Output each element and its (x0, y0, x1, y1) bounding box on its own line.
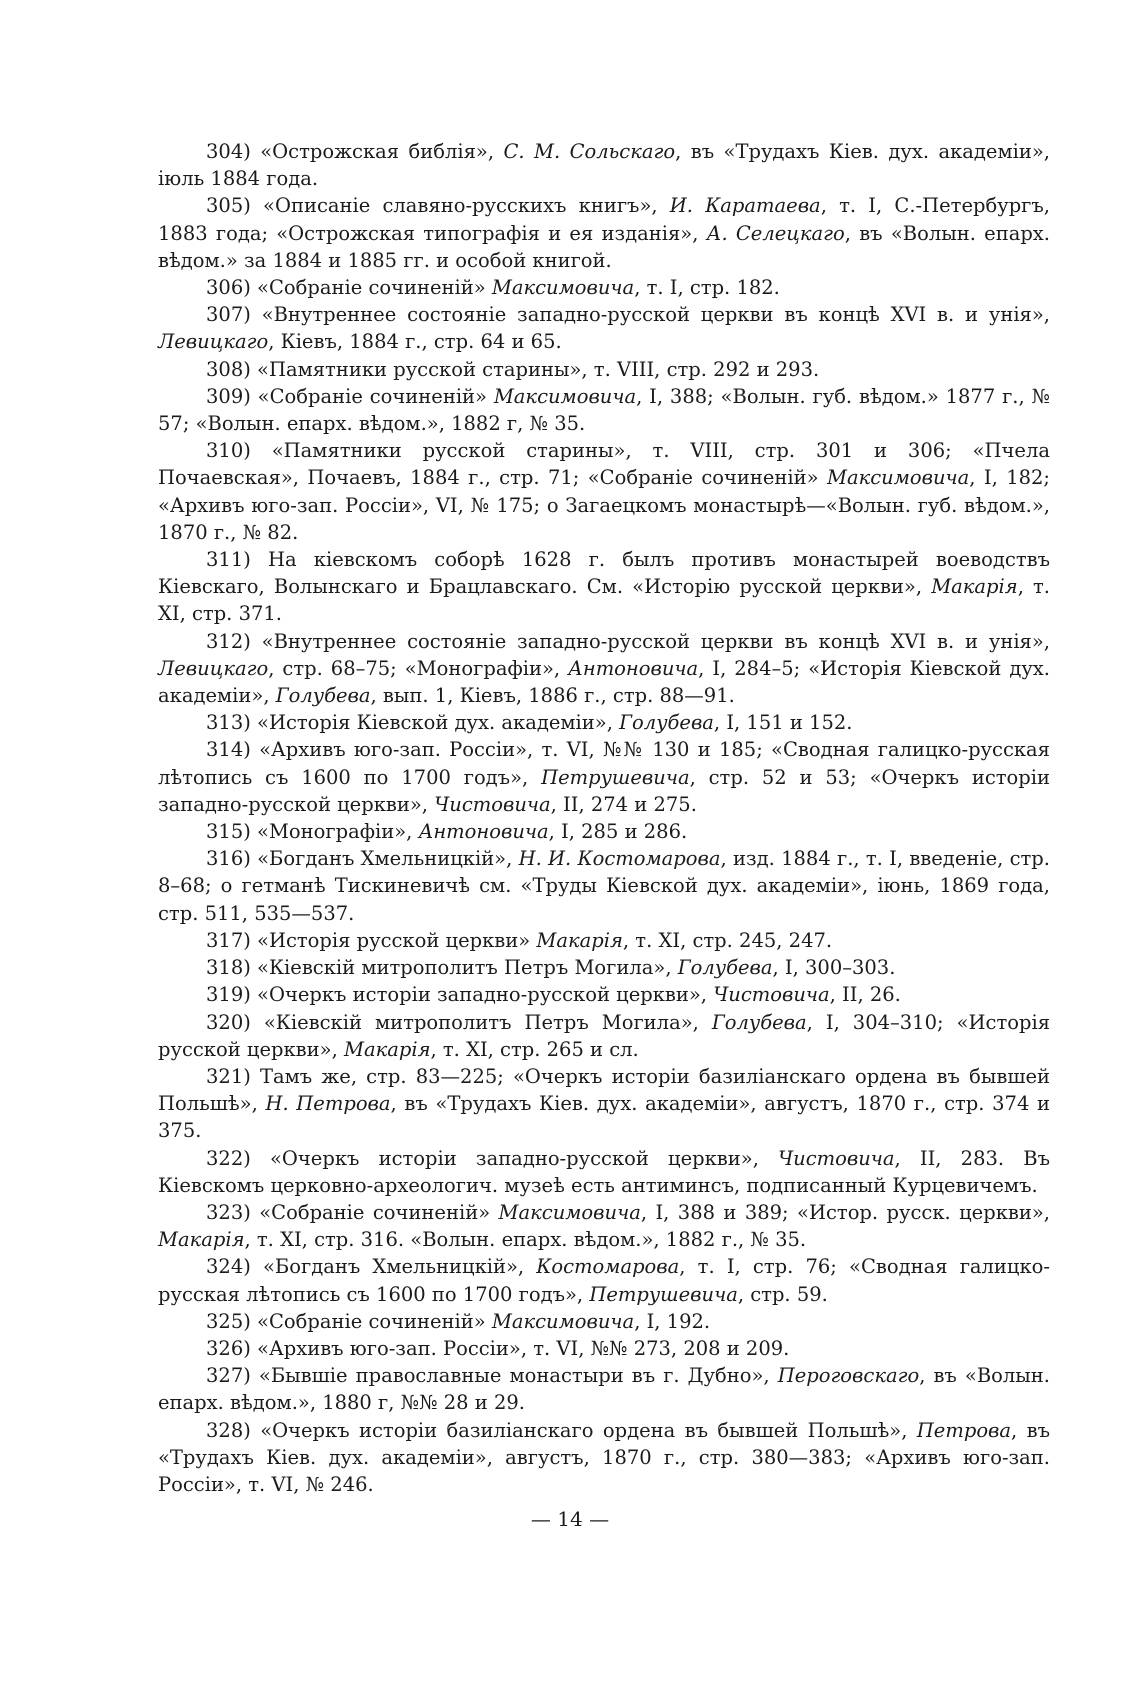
footnote-number: 315) (206, 820, 251, 844)
footnote (158, 818, 1050, 845)
footnote (158, 954, 1050, 981)
footnote-number: 326) (206, 1336, 251, 1360)
footnote-number: 307) (206, 303, 251, 327)
footnote-text: «Памятники русской старины», т. VIII, стр. 292 и 293. (250, 357, 820, 381)
footnote-text: , I, 182; «Архивъ юго-зап. Россіи», VI, № 175; о Загаецкомъ монастырѣ—«Волын. губ. вѣдом.», 1870 г., № 82. (158, 466, 1050, 544)
footnote-text: Тамъ же, стр. 83—225; «Очеркъ исторіи базиліанскаго ордена въ бывшей Польшѣ», (158, 1064, 1050, 1116)
footnote-text: , II, 283. Въ Кіевскомъ церковно-археологич. музеѣ есть антиминсъ, подписанный Курцевичемъ. (158, 1146, 1051, 1197)
author-name: Макарія (931, 575, 1018, 599)
footnote-number: 321) (206, 1064, 251, 1088)
author-name: Н. И. Костомарова (518, 847, 721, 871)
footnote (158, 1253, 1050, 1307)
page-number: — 14 — (530, 1507, 610, 1531)
footnote-text: «Внутреннее состояніе западно-русской церкви въ концѣ XVI в. и унія», (250, 629, 1050, 653)
footnote-number: 319) (206, 983, 251, 1007)
footnote-text: «Кіевскій митрополитъ Петръ Могила», (250, 956, 678, 980)
footnote-text: «Архивъ юго-зап. Россіи», т. VI, №№ 130 и 185; «Сводная галицко-русская лѣтопись съ 1600 по 1700 годъ», (158, 738, 1050, 789)
footnote-text: «Бывшіе православные монастыри въ г. Дубно», (250, 1364, 778, 1388)
footnote-text: «Собраніе сочиненій» (250, 384, 494, 408)
footnote-text: , вып. 1, Кіевъ, 1886 г., стр. 88—91. (370, 684, 735, 708)
footnote (158, 1417, 1050, 1499)
footnote-number: 318) (206, 956, 251, 980)
footnote-text: «Исторія Кіевской дух. академіи», (250, 711, 620, 735)
author-name: Левицкаго (158, 656, 269, 680)
footnote-text: , I, 304–310; «Исторія русской церкви», (158, 1010, 1050, 1061)
footnote-text: «Очеркъ исторіи западно-русской церкви», (250, 983, 714, 1007)
author-name: Петрушевича (541, 765, 690, 789)
footnote (158, 301, 1050, 355)
author-name: Петрова (916, 1418, 1012, 1442)
footnote-text: , стр. 59. (737, 1282, 828, 1306)
author-name: Чистовича (713, 983, 830, 1007)
footnote-number: 314) (206, 738, 251, 762)
footnote-text: , I, 388 и 389; «Истор. русск. церкви», (640, 1200, 1050, 1224)
author-name: Н. Петрова (265, 1092, 391, 1116)
author-name: Костомарова (536, 1255, 680, 1279)
footnote-number: 308) (206, 357, 251, 381)
footnote (158, 437, 1050, 546)
footnote (158, 845, 1050, 927)
footnote-number: 324) (206, 1255, 251, 1279)
footnote (158, 736, 1050, 818)
footnote-number: 323) (206, 1200, 251, 1224)
footnote-number: 313) (206, 711, 251, 735)
footnote-text: «Богданъ Хмельницкій», (250, 847, 519, 871)
footnote-number: 305) (206, 194, 251, 218)
footnote-text: , т. XI, стр. 316. «Волын. епарх. вѣдом.», 1882 г., № 35. (244, 1228, 807, 1252)
footnote-number: 325) (206, 1309, 251, 1333)
footnote-text: , т. I, стр. 76; «Сводная галицко-русская лѣтопись съ 1600 по 1700 годъ», (158, 1255, 1050, 1306)
footnote (158, 274, 1050, 301)
footnotes-list (158, 138, 1050, 1498)
footnote-number: 316) (206, 847, 251, 871)
footnote (158, 981, 1050, 1008)
author-name: Петрушевича (589, 1282, 738, 1306)
author-name: Чистовича (778, 1146, 895, 1170)
footnote (158, 1009, 1050, 1063)
footnote-number: 320) (206, 1010, 251, 1034)
author-name: Максимовича (491, 276, 635, 300)
footnote-number: 304) (206, 140, 251, 163)
footnote-text: «Описаніе славяно-русскихъ книгъ», (250, 194, 670, 218)
footnote (158, 1362, 1050, 1416)
footnote-text: , т. I, стр. 182. (634, 276, 780, 300)
footnote-text: , т. I, С.-Петербургъ, 1883 года; «Острожская типографія и ея изданія», (158, 194, 1051, 245)
author-name: А. Селецкаго (706, 221, 845, 245)
footnote-text: «Архивъ юго-зап. Россіи», т. VI, №№ 273, 208 и 209. (250, 1336, 790, 1360)
footnote (158, 628, 1050, 710)
footnote (158, 383, 1050, 437)
author-name: С. М. Сольскаго (503, 140, 676, 163)
footnote-text: , т. XI, стр. 245, 247. (622, 928, 833, 952)
footnote-text: , Кіевъ, 1884 г., стр. 64 и 65. (268, 330, 562, 354)
footnote-text: «Монографіи», (250, 820, 419, 844)
footnote-text: , I, 285 и 286. (548, 820, 688, 844)
footnote-text: , II, 26. (829, 983, 901, 1007)
author-name: Голубева (275, 684, 371, 708)
footnote-text: , II, 274 и 275. (550, 792, 697, 816)
footnote-text: , изд. 1884 г., т. I, введеніе, стр. 8–68; о гетманѣ Тискиневичѣ см. «Труды Кіевской дух. академіи», іюнь, 1869 года, стр. 511, 535—537. (158, 847, 1050, 925)
footnote-text: , I, 284–5; «Исторія Кіевской дух. академіи», (158, 656, 1051, 708)
footnote-text: «Острожская библія», (250, 140, 504, 163)
author-name: Антоновича (418, 820, 549, 844)
author-name: Голубева (677, 956, 773, 980)
footnote (158, 927, 1050, 954)
footnote-text: «Очеркъ исторіи базиліанскаго ордена въ бывшей Польшѣ», (250, 1418, 917, 1442)
footnote-text: , въ «Волын. епарх. вѣдом.» за 1884 и 1885 гг. и особой книгой. (158, 221, 1050, 272)
author-name: Пероговскаго (777, 1364, 920, 1388)
footnote (158, 709, 1050, 736)
footnote (158, 192, 1050, 274)
footnote (158, 1308, 1050, 1335)
footnote-text: «Кіевскій митрополитъ Петръ Могила», (250, 1010, 712, 1034)
footnote-text: «Собраніе сочиненій» (250, 1309, 492, 1333)
author-name: Макарія (158, 1228, 245, 1252)
footnote-number: 312) (206, 629, 251, 653)
footnote-number: 309) (206, 384, 251, 408)
footnote-text: «Собраніе сочиненій» (250, 276, 492, 300)
footnote (158, 356, 1050, 383)
footnote-text: , стр. 52 и 53; «Очеркъ исторіи западно-русской церкви», (158, 765, 1051, 816)
author-name: Максимовича (491, 1309, 635, 1333)
footnote-text: На кіевскомъ соборѣ 1628 г. былъ противъ монастырей воеводствъ Кіевскаго, Волынскаго и Брацлавскаго. См. «Исторію русской церкви», (158, 548, 1050, 599)
footnote-text: «Собраніе сочиненій» (250, 1200, 499, 1224)
footnote-text: , I, 192. (634, 1309, 711, 1333)
footnote-text: , въ «Трудахъ Кіев. дух. академіи», іюль 1884 года. (158, 140, 1050, 191)
author-name: Голубева (619, 711, 714, 735)
author-name: Максимовича (827, 466, 970, 490)
footnote-text: , I, 388; «Волын. губ. вѣдом.» 1877 г., № 57; «Волын. епарх. вѣдом.», 1882 г, № 35. (158, 384, 1050, 436)
footnote-text: , стр. 68–75; «Монографіи», (268, 656, 569, 680)
footnote-text: , т. XI, стр. 265 и сл. (430, 1037, 639, 1061)
author-name: Максимовича (493, 384, 637, 408)
author-name: Голубева (711, 1010, 807, 1034)
footnote-number: 317) (206, 928, 251, 952)
footnote-text: «Памятники русской старины», т. VIII, стр. 301 и 306; «Пчела Почаевская», Почаевъ, 1884 г., стр. 71; «Собраніе сочиненій» (158, 439, 1050, 490)
footnote (158, 1063, 1050, 1145)
footnote-text: «Исторія русской церкви» (250, 928, 537, 952)
footnote (158, 1199, 1050, 1253)
footnote (158, 1145, 1050, 1199)
footnote-text: «Очеркъ исторіи западно-русской церкви», (250, 1146, 779, 1170)
footnote (158, 546, 1050, 628)
footnote-text: «Богданъ Хмельницкій», (250, 1255, 537, 1279)
author-name: Макарія (343, 1037, 431, 1061)
author-name: Макарія (536, 928, 623, 952)
author-name: И. Каратаева (669, 194, 821, 218)
footnote-number: 306) (206, 276, 251, 300)
footnote-text: , въ «Трудахъ Кіев. дух. академіи», августъ, 1870 г., стр. 380—383; «Архивъ юго-зап. Россіи», т. VI, № 246. (158, 1418, 1050, 1496)
footnote-number: 328) (206, 1418, 251, 1442)
footnote-number: 311) (206, 548, 251, 572)
footnote (158, 1335, 1050, 1362)
footnote-text: , I, 300–303. (772, 956, 896, 980)
author-name: Максимовича (498, 1200, 641, 1224)
footnote-text: , I, 151 и 152. (713, 711, 853, 735)
footnote-number: 327) (206, 1364, 251, 1388)
footnote-text: «Внутреннее состояніе западно-русской церкви въ концѣ XVI в. и унія», (250, 303, 1050, 327)
footnote-text: , т. XI, стр. 371. (158, 575, 1050, 626)
author-name: Левицкаго (158, 330, 269, 354)
author-name: Антоновича (568, 656, 699, 680)
footnote-number: 310) (206, 439, 251, 463)
footnote (158, 138, 1050, 192)
footnote-text: , въ «Трудахъ Кіев. дух. академіи», августъ, 1870 г., стр. 374 и 375. (158, 1092, 1051, 1143)
author-name: Чистовича (434, 792, 551, 816)
footnote-text: , въ «Волын. епарх. вѣдом.», 1880 г, №№ 28 и 29. (158, 1364, 1050, 1415)
footnote-number: 322) (206, 1146, 251, 1170)
